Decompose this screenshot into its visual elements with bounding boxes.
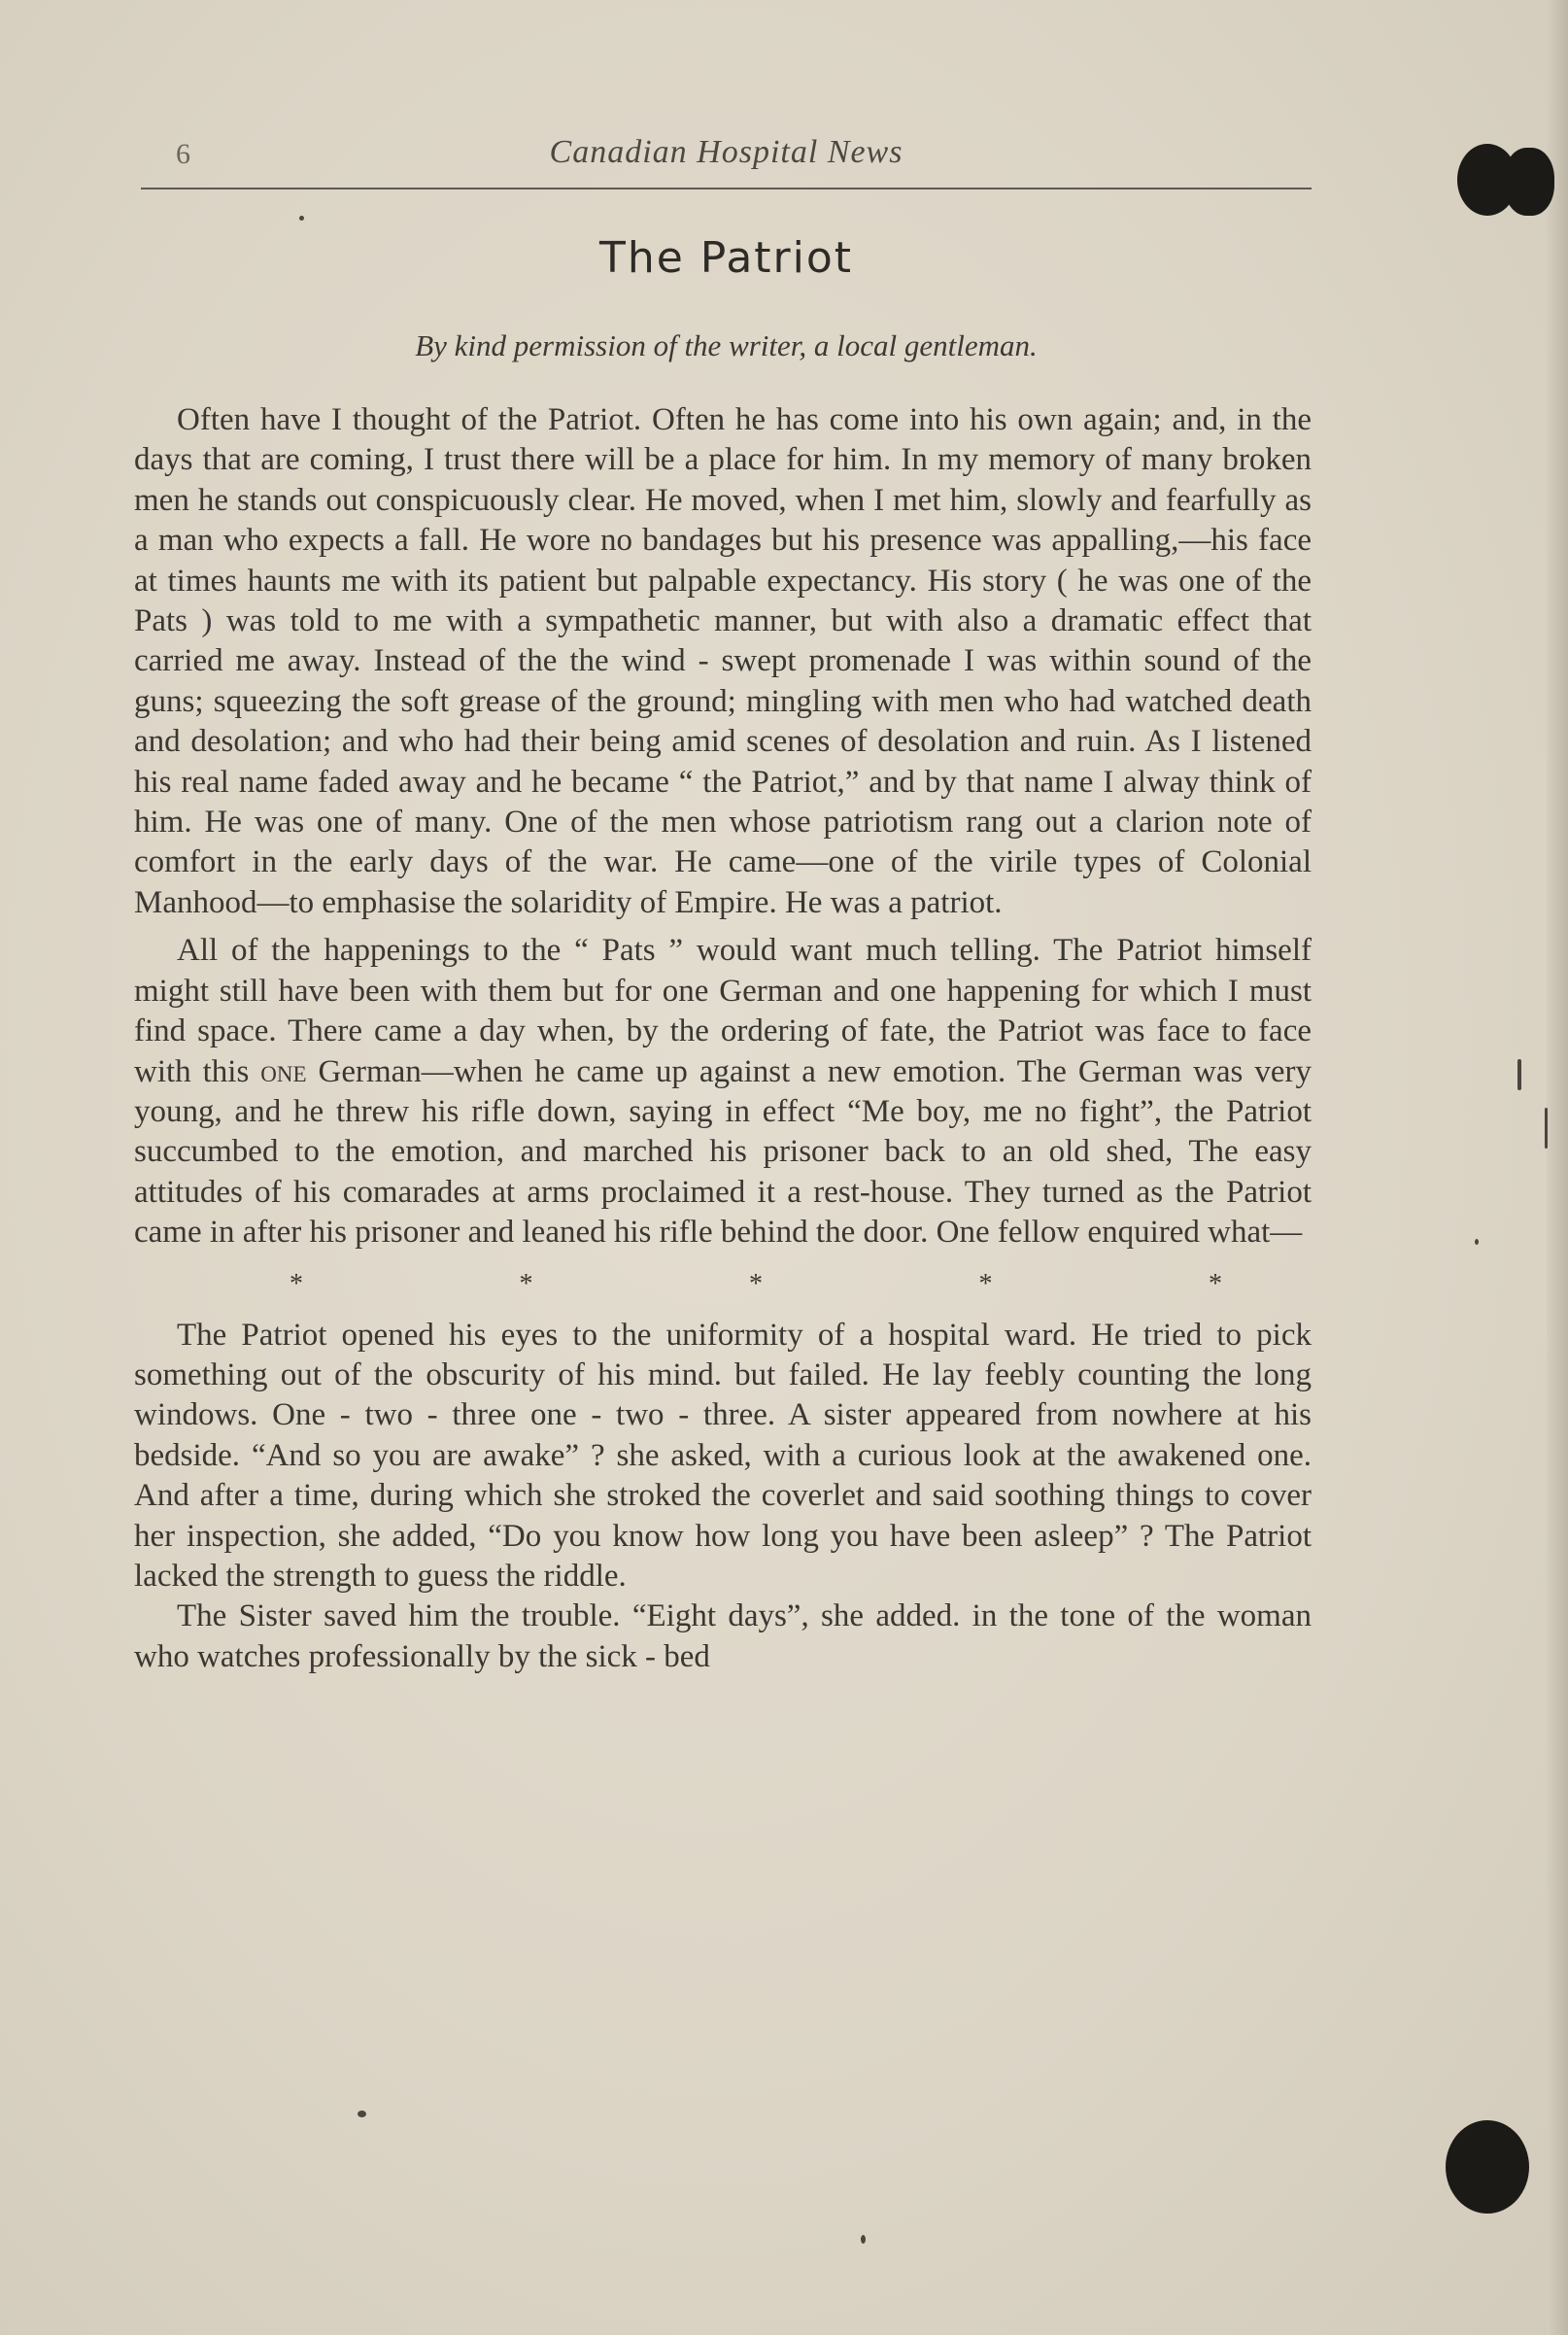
binding-hole-bottom: [1446, 2120, 1529, 2214]
journal-title: Canadian Hospital News: [549, 134, 903, 170]
article-title: The Patriot: [598, 233, 854, 283]
page-number: 6: [176, 138, 190, 170]
paper-speck: [299, 216, 304, 221]
paragraph-1: Often have I thought of the Patriot. Often he has come into his own again; and, in the days that are coming, I trust there will be a place for him. In my memory of many broken men he stands out conspicuously clear. He moved, when I met him, slowly and fearfully as a man who expects a fall. He wore no bandages but his presence was appalling,—his face at times haunts me with its patient but palpable expectancy. His story ( he was one of the Pats ) was told to me with a sympathetic manner, but with also a dramatic effect that carried me away. Instead of the the wind - swept promenade I was within sound of the guns; squeezing the soft grease of the ground; mingling with men who had watched death and desolation; and who had their being amid scenes of desolation and ruin. As I listened his real name faded away and he became “ the Patriot,” and by that name I alway think of him. He was one of many. One of the men whose patriotism rang out a clarion note of comfort in the early days of the war. He came—one of the virile types of Colonial Manhood—to emphasise the solaridity of Empire. He was a patriot.: [134, 402, 1312, 920]
paper-speck: [1475, 1239, 1479, 1245]
article-body: [134, 400, 1312, 1677]
page-edge: [1547, 0, 1568, 2335]
header-rule: [141, 188, 1312, 189]
binding-hole-top-torn: [1504, 148, 1554, 216]
asterisk: *: [290, 1268, 303, 1299]
section-break: [290, 1265, 1222, 1304]
paper-mark: [1545, 1108, 1548, 1149]
paper-speck: [861, 2235, 866, 2244]
paragraph-2-text-cont: German—when he came up against a new emotion. The German was very young, and he threw his rifle down, saying in effect “Me boy, me no fight”, the Patriot succumbed to the emotion, and marched his prisoner back to an old shed, The easy attitudes of his comarades at arms proclaimed it a rest-house. They turned as the Patriot came in after his prisoner and leaned his rifle behind the door. One fellow enquired what—: [134, 1053, 1312, 1251]
asterisk: *: [519, 1268, 533, 1299]
byline: By kind permission of the writer, a local gentleman.: [415, 328, 1038, 362]
paragraph-3: The Patriot opened his eyes to the uniformity of a hospital ward. He tried to pick something out of the obscurity of his mind. but failed. He lay feebly counting the long windows. One - two - three one - two - three. A sister appeared from nowhere at his bedside. “And so you are awake” ? she asked, with a curious look at the awakened one. And after a time, during which she stroked the coverlet and said soothing things to cover her inspection, she added, “Do you know how long you have been asleep” ? The Patriot lacked the strength to guess the riddle.: [134, 1317, 1312, 1594]
paragraph-2-text: All of the happenings to the “ Pats ” would want much telling. The Patriot himself might still have been with them but for one German and one happening for which I must find space. There came a day when, by the ordering of fate, the Patriot was face to face with this: [134, 933, 1312, 1089]
asterisk: *: [978, 1268, 993, 1299]
running-head: [141, 134, 1312, 183]
asterisk: *: [749, 1268, 763, 1299]
asterisk: *: [1209, 1268, 1222, 1299]
paragraph-2-emphasis: one: [260, 1053, 307, 1089]
paper-mark: [1517, 1059, 1521, 1090]
paragraph-4: The Sister saved him the trouble. “Eight days”, she added. in the tone of the woman who watches professionally by the sick - bed: [134, 1598, 1312, 1674]
paragraph-2: [134, 931, 1312, 1253]
paper-speck: [358, 2111, 366, 2117]
